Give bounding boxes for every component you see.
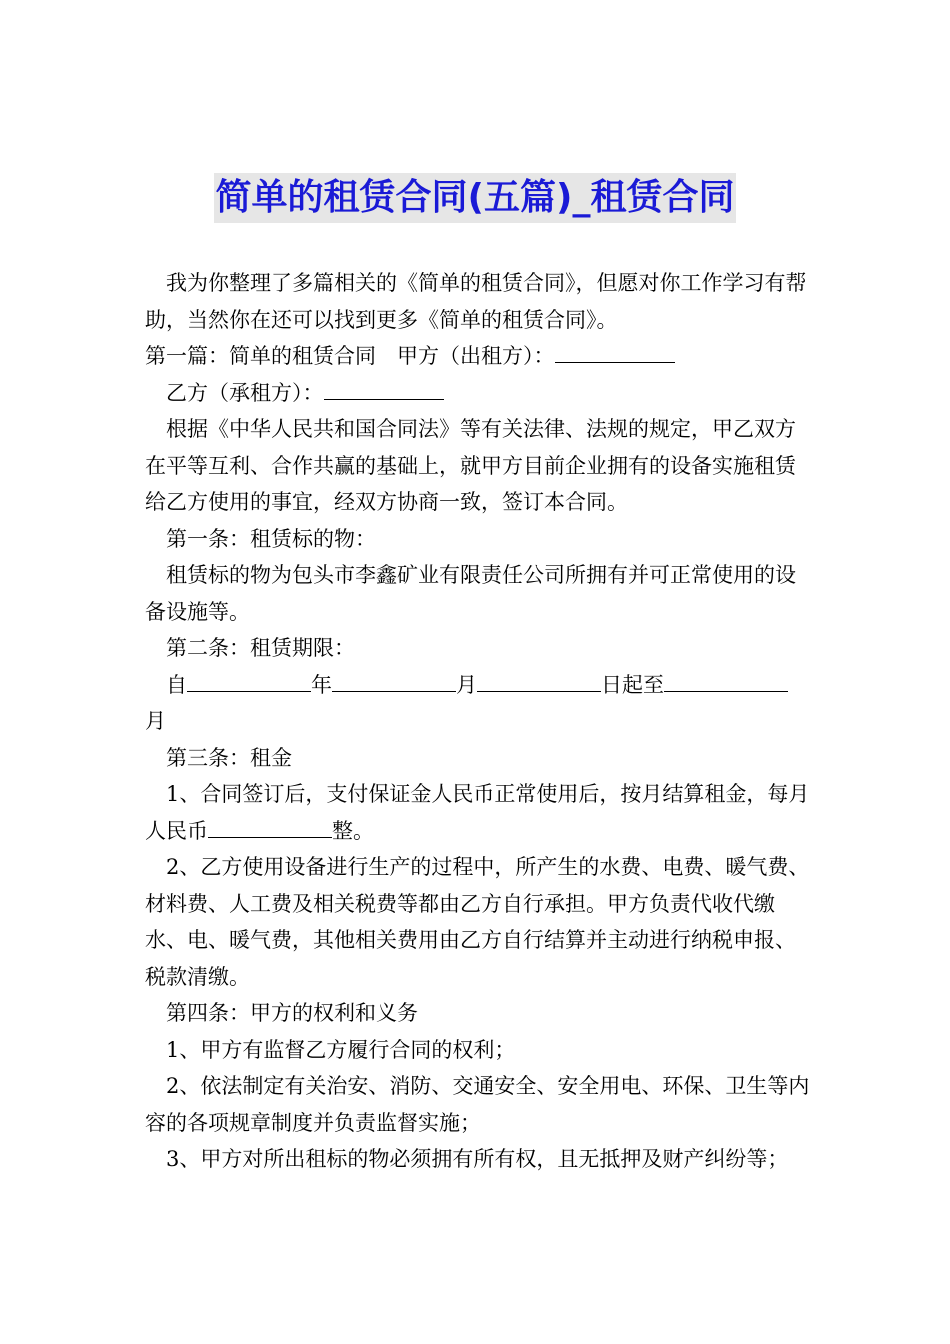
article4-title: 第四条：甲方的权利和义务: [166, 1001, 418, 1025]
start-month-blank: [332, 669, 456, 692]
period-end: 月: [145, 709, 166, 733]
period-day-to: 日起至: [601, 672, 664, 697]
period-from: 自: [166, 672, 187, 697]
article4-item2: 2、依法制定有关治安、消防、交通安全、安全用电、环保、卫生等内容的各项规章制度并负责监督实施；: [145, 1074, 810, 1135]
party-b-line: [145, 375, 810, 412]
party-b-label: 乙方（承租方）：: [166, 380, 324, 405]
period-year: 年: [311, 672, 332, 697]
start-year-blank: [187, 669, 311, 692]
part1-heading: [145, 338, 810, 375]
monthly-rent-blank: [208, 815, 332, 838]
lease-period-line: [145, 667, 810, 740]
article3-item1: [145, 776, 810, 849]
document-title: 简单的租赁合同(五篇)_租赁合同: [214, 173, 737, 223]
article1-body: 租赁标的物为包头市李鑫矿业有限责任公司所拥有并可正常使用的设备设施等。: [145, 563, 796, 624]
article1-title: 第一条：租赁标的物：: [166, 526, 376, 551]
article2-title: 第二条：租赁期限：: [166, 636, 355, 660]
article4-item3: 3、甲方对所出租标的物必须拥有所有权，且无抵押及财产纠纷等；: [166, 1147, 789, 1171]
basis-paragraph: 根据《中华人民共和国合同法》等有关法律、法规的规定，甲乙双方在平等互利、合作共赢的基础上，就甲方目前企业拥有的设备实施租赁给乙方使用的事宜，经双方协商一致，签订本合同。: [145, 417, 796, 514]
article3-item1-text: 1、合同签订后，支付保证金人民币正常使用后，按月结算租金，每月人民币: [145, 782, 810, 843]
contract-body: [145, 265, 810, 1178]
start-day-blank: [477, 669, 601, 692]
article3-item1-end: 整。: [332, 818, 374, 843]
part1-heading-text: 第一篇：简单的租赁合同 甲方（出租方）：: [145, 344, 555, 368]
intro-paragraph: 我为你整理了多篇相关的《简单的租赁合同》，但愿对你工作学习有帮助，当然你在还可以找到更多《简单的租赁合同》。: [145, 271, 807, 332]
period-month: 月: [456, 672, 477, 697]
article3-title: 第三条：租金: [166, 745, 292, 770]
party-a-blank: [555, 340, 675, 363]
end-blank: [664, 669, 788, 692]
party-b-blank: [324, 377, 444, 400]
article3-item2: 2、乙方使用设备进行生产的过程中，所产生的水费、电费、暖气费、材料费、人工费及相关税费等都由乙方自行承担。甲方负责代收代缴水、电、暖气费，其他相关费用由乙方自行结算并主动进行纳税申报、税款清缴。: [145, 855, 810, 989]
article4-item1: 1、甲方有监督乙方履行合同的权利；: [166, 1037, 516, 1062]
title-wrapper: [0, 173, 950, 223]
